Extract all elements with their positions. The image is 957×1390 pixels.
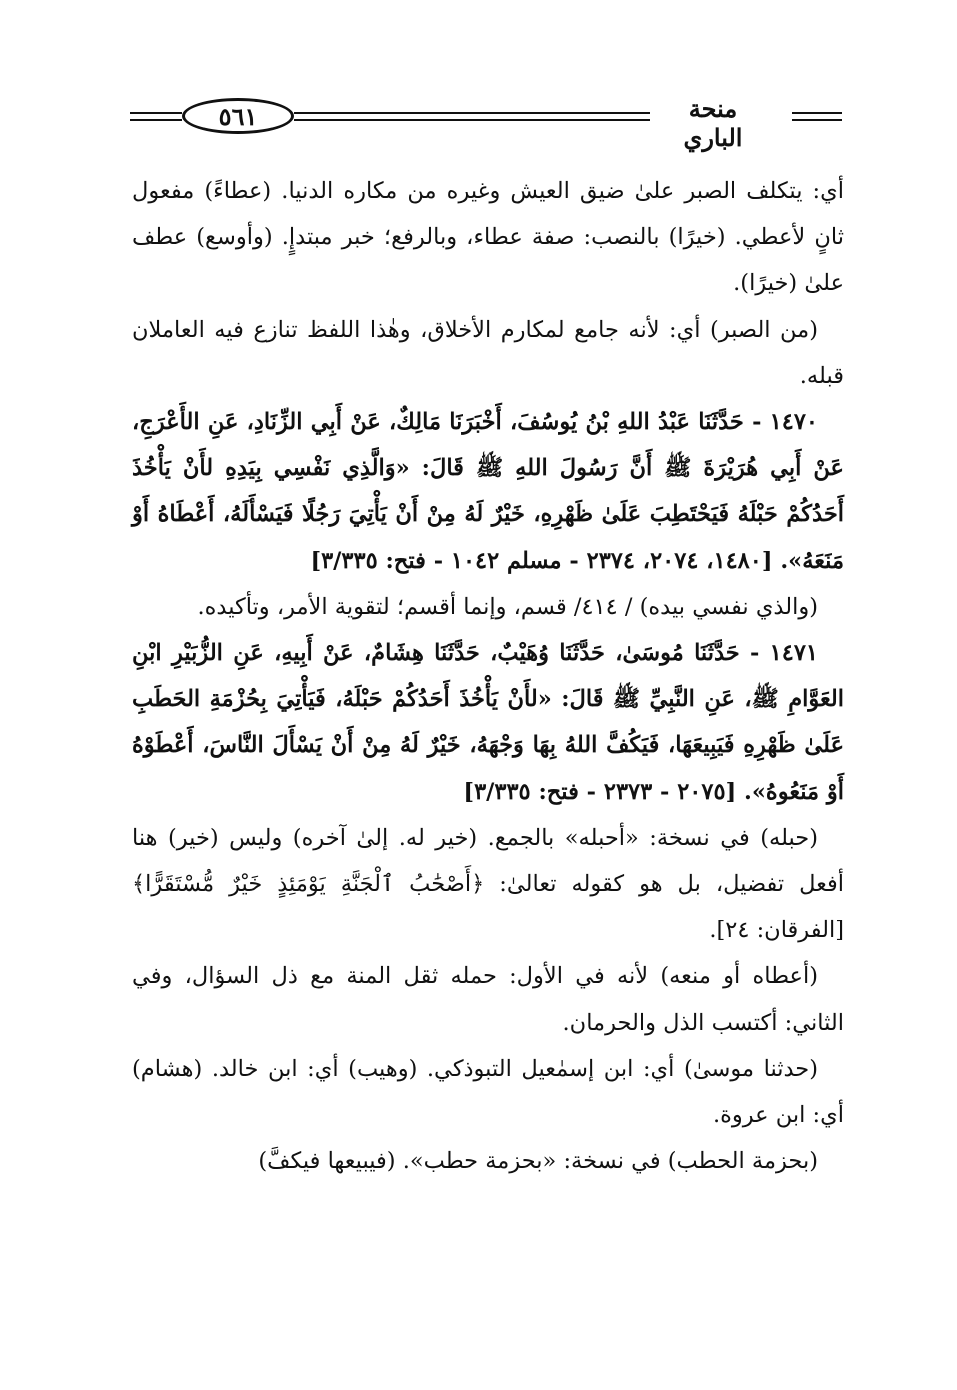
paragraph-commentary: (والذي نفسي بيده) / ٤١٤/ قسم، وإنما أقسم؛ لتقوية الأمر، وتأكيده. <box>197 593 818 620</box>
paragraph-commentary: (حبله) في نسخة: «أحبله» بالجمع. (خير له. إلىٰ آخره) وليس (خير) هنا أفعل تفضيل، بل هو كقوله تعالىٰ: ﴿أَصْحَٰبُ ٱلْجَنَّةِ يَوْمَئِذٍ خَيْرٌ مُّسْتَقَرًّا﴾ [الفرقان: ٢٤]. <box>132 824 844 944</box>
header-rule-left-bottom <box>130 119 182 121</box>
header-rule-right-bottom <box>792 119 842 121</box>
paragraph-commentary: (أعطاه أو منعه) لأنه في الأول: حمله ثقل المنة مع ذل السؤال، وفي الثاني: أكتسب الذل والحرمان. <box>132 963 844 1036</box>
paragraph-commentary: أي: يتكلف الصبر علىٰ ضيق العيش وغيره من مكاره الدنيا. (عطاءً) مفعول ثانٍ لأعطي. (خيرًا) بالنصب: صفة عطاء، وبالرفع؛ خبر مبتدإٍ. (وأوسع) عطف علىٰ (خيرًا). <box>132 178 844 297</box>
paragraph-commentary: (حدثنا موسىٰ) أي: ابن إسمٰعيل التبوذكي. (وهيب) أي: ابن خالد. (هشام) أي: ابن عروة. <box>132 1055 844 1129</box>
paragraph-hadith-1471: ١٤٧١ - حَدَّثَنَا مُوسَىٰ، حَدَّثَنَا وُهَيْبٌ، حَدَّثَنَا هِشَامٌ، عَنْ أَبِيهِ، عَنِ الزُّبَيْرِ ابْنِ العَوَّامِ ﷺ، عَنِ النَّبِيِّ ﷺ قَالَ: «لأَنْ يَأْخُذَ أَحَدُكُمْ حَبْلَهُ، فَيَأْتِيَ بِحُزْمَةِ الحَطَبِ عَلَىٰ ظَهْرِهِ فَيَبِيعَهَا، فَيَكُفَّ اللهُ بِهَا وَجْهَهُ، خَيْرٌ لَهُ مِنْ أَنْ يَسْأَلَ النَّاسَ، أَعْطَوْهُ أَوْ مَنَعُوهُ». [٢٠٧٥ - ٢٣٧٣ - فتح: ٣/٣٣٥] <box>132 640 844 805</box>
header-rule-middle-top <box>294 112 650 114</box>
page-header <box>130 92 842 152</box>
header-rule-middle-bottom <box>294 119 650 121</box>
page-body <box>132 168 844 1184</box>
paragraph-commentary: (من الصبر) أي: لأنه جامع لمكارم الأخلاق، وهٰذا اللفظ تنازع فيه العاملان قبله. <box>132 316 844 389</box>
header-rule-right-top <box>792 112 842 114</box>
paragraph-hadith-1470: ١٤٧٠ - حَدَّثَنَا عَبْدُ اللهِ بْنُ يُوسُفَ، أَخْبَرَنَا مَالِكٌ، عَنْ أَبِي الزِّنَادِ، عَنِ الأَعْرَجِ، عَنْ أَبِي هُرَيْرَةَ ﷺ أَنَّ رَسُولَ اللهِ ﷺ قَالَ: «وَالَّذِي نَفْسِي بِيَدِهِ لأَنْ يَأْخُذَ أَحَدُكُمْ حَبْلَهُ فَيَحْتَطِبَ عَلَىٰ ظَهْرِهِ، خَيْرٌ لَهُ مِنْ أَنْ يَأْتِيَ رَجُلًا فَيَسْأَلَهُ، أَعْطَاهُ أَوْ مَنَعَهُ». [١٤٨٠، ٢٠٧٤، ٢٣٧٤ - مسلم ١٠٤٢ - فتح: ٣/٣٣٥] <box>132 409 844 574</box>
page-number: ٥٦١ <box>218 101 258 131</box>
book-title: منحة الباري <box>683 94 743 152</box>
paragraph-commentary: (بحزمة الحطب) في نسخة: «بحزمة حطب». (فيبيعها فيكفَّ) <box>258 1148 818 1175</box>
header-rule-left-top <box>130 112 182 114</box>
page-number-badge <box>182 98 294 134</box>
